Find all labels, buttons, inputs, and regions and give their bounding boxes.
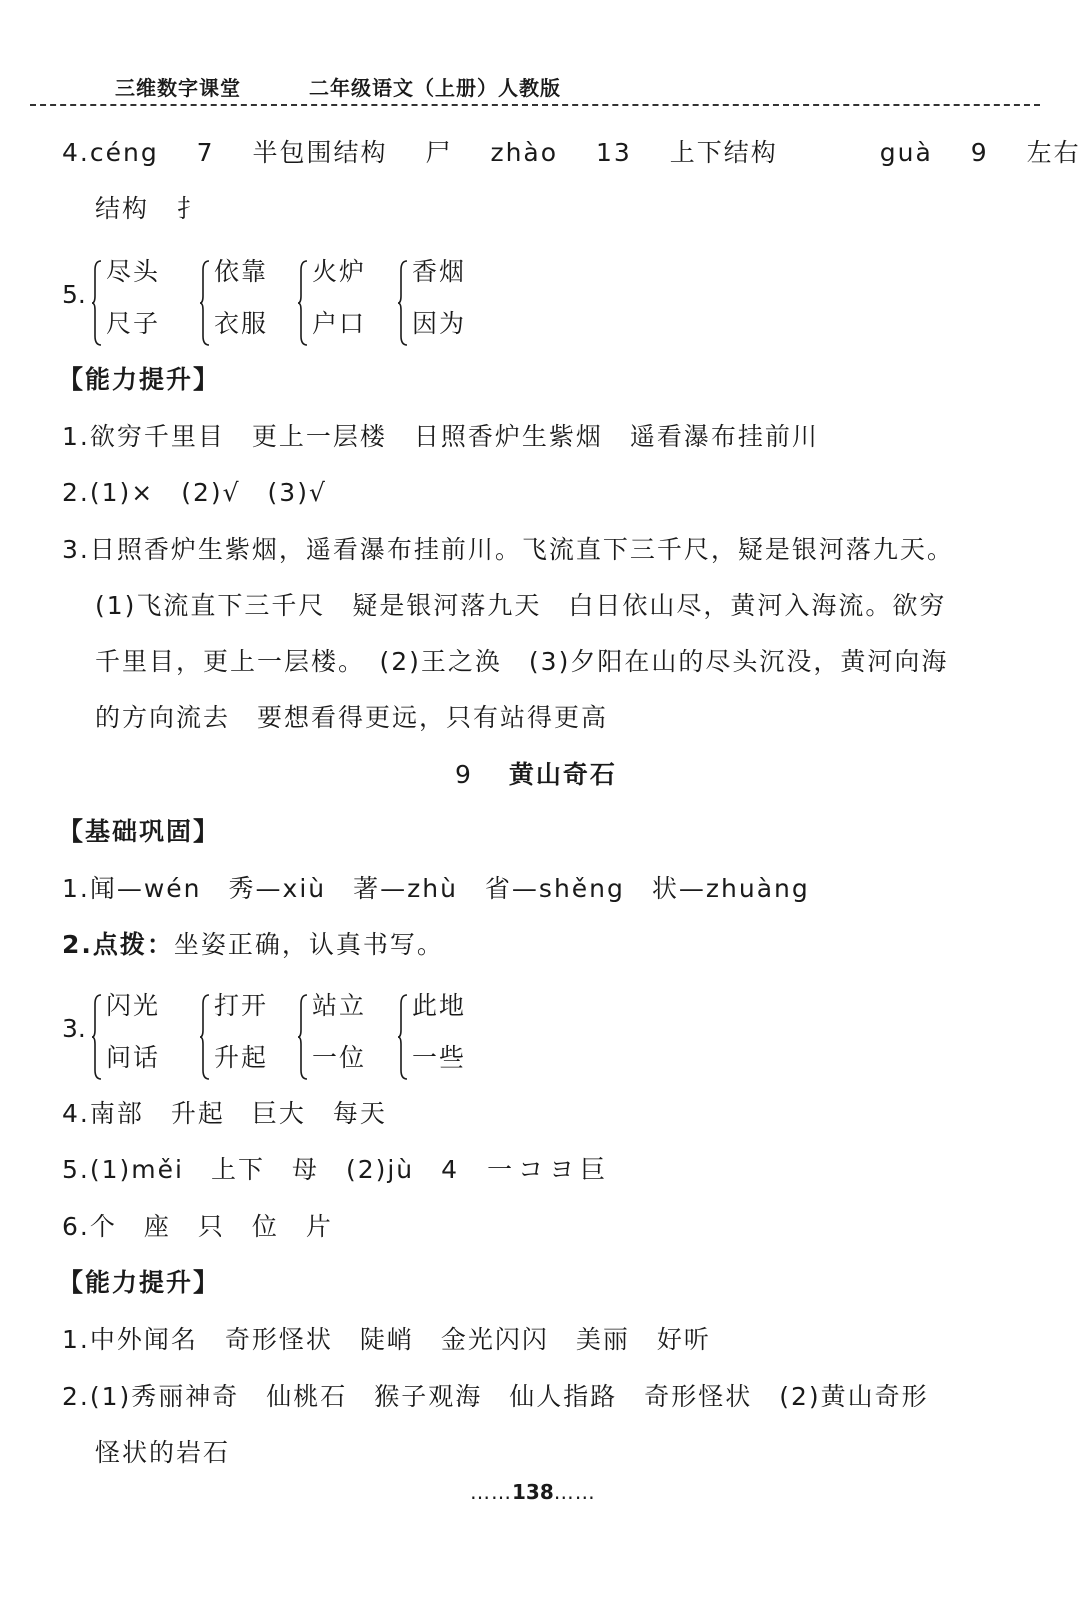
ability1-answer-1: 1.欲穷千里目 更上一层楼 日照香炉生紫烟 遥看瀑布挂前川 <box>62 422 819 451</box>
left-brace-icon <box>200 260 210 346</box>
answer-4-line-1 <box>62 138 1081 168</box>
q4-token: 尸 <box>425 138 453 167</box>
footer-dots-right: …… <box>553 1480 596 1504</box>
basic-answer-4: 4.南部 升起 巨大 每天 <box>62 1099 387 1128</box>
pair-word: 升起 <box>214 1043 269 1072</box>
book-title: 二年级语文（上册）人教版 <box>308 76 561 100</box>
pair-word: 一些 <box>412 1043 467 1072</box>
pair-word: 站立 <box>312 991 367 1020</box>
answer-5-word-pairs <box>62 252 482 362</box>
ability1-answer-3-line-4: 的方向流去 要想看得更远，只有站得更高 <box>95 703 609 732</box>
q4-token: 4.céng <box>62 138 159 167</box>
section-heading-ability-2: 【能力提升】 <box>58 1268 221 1297</box>
ability1-answer-3-line-1: 3.日照香炉生紫烟，遥看瀑布挂前川。飞流直下三千尺，疑是银河落九天。 <box>62 535 954 564</box>
hint-text: 坐姿正确，认真书写。 <box>173 930 444 959</box>
pair-word: 尺子 <box>106 309 161 338</box>
pair-word: 一位 <box>312 1043 367 1072</box>
basic-answer-6: 6.个 座 只 位 片 <box>62 1212 333 1241</box>
pair-word: 户口 <box>312 309 367 338</box>
ability2-answer-2-line-2: 怪状的岩石 <box>95 1438 231 1467</box>
series-title: 三维数字课堂 <box>115 76 241 100</box>
header-divider <box>30 104 1040 106</box>
basic-answer-1: 1.闻—wén 秀—xiù 著—zhù 省—shěng 状—zhuàng <box>62 874 810 903</box>
q4-token: zhào <box>490 138 559 167</box>
q4-token: 上下结构 <box>669 138 778 167</box>
pair-word: 香烟 <box>412 257 467 286</box>
q4-token: 13 <box>596 138 632 167</box>
ability1-answer-3-line-3: 千里目，更上一层楼。 (2)王之涣 (3)夕阳在山的尽头沉没，黄河向海 <box>95 647 949 676</box>
lesson-title-text: 黄山奇石 <box>508 760 617 789</box>
answer-5-number: 5. <box>62 280 86 309</box>
left-brace-icon <box>298 994 308 1080</box>
pair-word: 火炉 <box>312 257 367 286</box>
left-brace-icon <box>92 260 102 346</box>
stroke-order-sequence: 一コヨ巨 <box>487 1155 612 1184</box>
left-brace-icon <box>398 994 408 1080</box>
pair-word: 依靠 <box>214 257 269 286</box>
pair-word: 闪光 <box>106 991 161 1020</box>
running-header <box>115 72 561 101</box>
ability1-answer-2: 2.(1)× (2)√ (3)√ <box>62 478 327 507</box>
q4-token: 扌 <box>177 194 205 223</box>
page-number: 138 <box>512 1480 554 1504</box>
pair-word: 因为 <box>412 309 467 338</box>
lesson-number: 9 <box>455 760 471 789</box>
left-brace-icon <box>92 994 102 1080</box>
basic-answer-2 <box>62 930 444 960</box>
q4-token: 半包围结构 <box>252 138 388 167</box>
q4-token: 9 <box>970 138 989 167</box>
section-heading-ability-1: 【能力提升】 <box>58 365 221 394</box>
basic-answer-5 <box>62 1155 611 1185</box>
q4-token: 结构 <box>95 194 150 223</box>
answer-4-line-2 <box>95 194 204 224</box>
left-brace-icon <box>398 260 408 346</box>
hint-label: 2.点拨： <box>62 930 174 959</box>
section-heading-basic: 【基础巩固】 <box>58 817 221 846</box>
footer-dots-left: …… <box>470 1480 512 1504</box>
q4-token: 7 <box>196 138 215 167</box>
pair-word: 问话 <box>106 1043 161 1072</box>
ability2-answer-1: 1.中外闻名 奇形怪状 陡峭 金光闪闪 美丽 好听 <box>62 1325 711 1354</box>
left-brace-icon <box>298 260 308 346</box>
basic-answer-3-word-pairs <box>62 986 482 1096</box>
lesson-title <box>455 760 617 790</box>
pair-word: 此地 <box>412 991 467 1020</box>
ability1-answer-3-line-2: (1)飞流直下三千尺 疑是银河落九天 白日依山尽，黄河入海流。欲穷 <box>95 591 947 620</box>
ability2-answer-2-line-1: 2.(1)秀丽神奇 仙桃石 猴子观海 仙人指路 奇形怪状 (2)黄山奇形 <box>62 1382 929 1411</box>
q4-token: guà <box>879 138 933 167</box>
pair-word: 打开 <box>214 991 269 1020</box>
left-brace-icon <box>200 994 210 1080</box>
basic-answer-5-text: 5.(1)měi 上下 母 (2)jù 4 <box>62 1155 460 1184</box>
pair-word: 尽头 <box>106 257 161 286</box>
q4-token: 左右 <box>1026 138 1081 167</box>
pair-word: 衣服 <box>214 309 269 338</box>
basic-answer-3-number: 3. <box>62 1014 86 1043</box>
page-footer <box>470 1480 596 1504</box>
